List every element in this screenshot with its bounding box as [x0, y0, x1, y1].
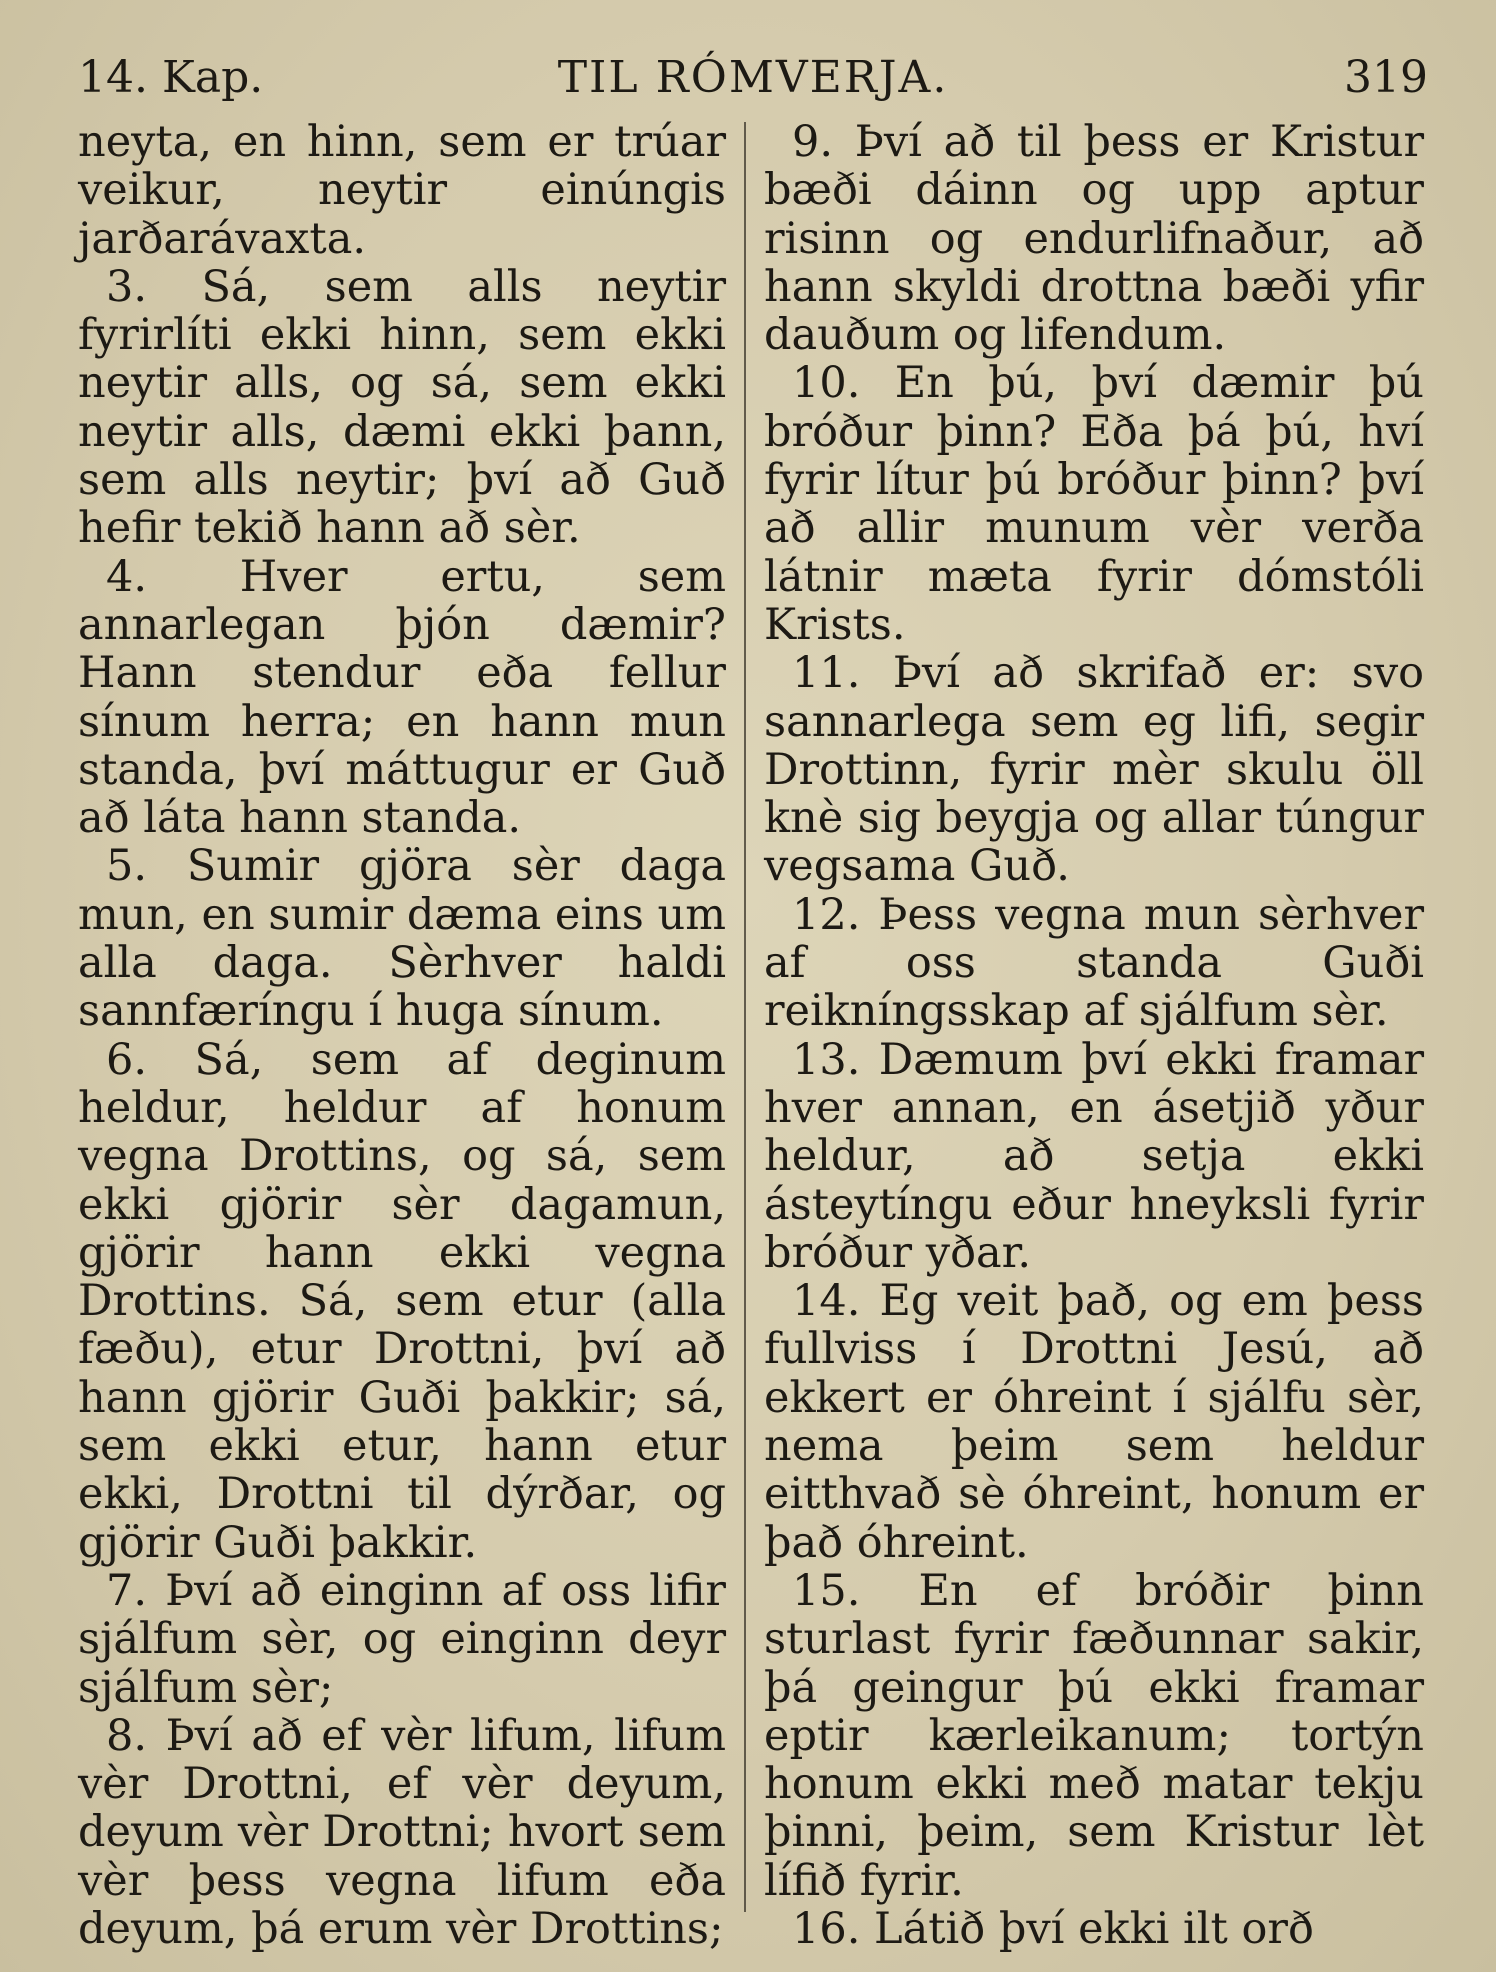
verse-paragraph: 15. En ef bróðir þinn sturlast fyrir fæðunnar sakir, þá geingur þú ekki framar eptir kærleikanum; tortýn honum ekki með matar tekju þinni, þeim, sem Kristur lèt lífið fyrir. [764, 1565, 1424, 1906]
verse-paragraph: neyta, en hinn, sem er trúar veikur, neytir einúngis jarðarávaxta. [78, 117, 726, 264]
running-title: TIL RÓMVERJA. [557, 52, 949, 103]
right-column [764, 118, 1424, 1953]
page-number: 319 [1344, 52, 1428, 103]
verse-paragraph: 10. En þú, því dæmir þú bróður þinn? Eða þá þú, hví fyrir lítur þú bróður þinn? því að allir munum vèr verða látnir mæta fyrir dómstóli Krists. [764, 358, 1424, 650]
verse-paragraph: 12. Þess vegna mun sèrhver af oss standa Guði reikníngsskap af sjálfum sèr. [764, 889, 1424, 1037]
verse-paragraph: 13. Dæmum því ekki framar hver annan, en ásetjið yður heldur, að setja ekki ásteytíngu eður hneyksli fyrir bróður yðar. [764, 1034, 1424, 1278]
column-divider [744, 122, 746, 1912]
left-column [78, 118, 726, 1953]
verse-paragraph: 5. Sumir gjöra sèr daga mun, en sumir dæma eins um alla daga. Sèrhver haldi sannfæríngu í huga sínum. [78, 841, 726, 1037]
verse-paragraph: 9. Því að til þess er Kristur bæði dáinn og upp aptur risinn og endurlifnaður, að hann skyldi drottna bæði yfir dauðum og lifendum. [764, 117, 1424, 361]
verse-paragraph: 3. Sá, sem alls neytir fyrirlíti ekki hinn, sem ekki neytir alls, og sá, sem ekki neytir alls, dæmi ekki þann, sem alls neytir; því að Guð hefir tekið hann að sèr. [78, 261, 726, 554]
running-header [78, 48, 1428, 108]
verse-paragraph: 4. Hver ertu, sem annarlegan þjón dæmir? Hann stendur eða fellur sínum herra; en hann mun standa, því máttugur er Guð að láta hann standa. [78, 551, 726, 844]
verse-paragraph: 16. Látið því ekki ilt orð [792, 1903, 1314, 1954]
verse-paragraph: 11. Því að skrifað er: svo sannarlega sem eg lifi, segir Drottinn, fyrir mèr skulu öll knè sig beygja og allar túngur vegsama Guð. [764, 648, 1424, 892]
verse-paragraph: 8. Því að ef vèr lifum, lifum vèr Drottni, ef vèr deyum, deyum vèr Drottni; hvort sem vèr þess vegna lifum eða deyum, þá erum vèr Drottins; [78, 1710, 726, 1954]
verse-paragraph: 14. Eg veit það, og em þess fullviss í Drottni Jesú, að ekkert er óhreint í sjálfu sèr, nema þeim sem heldur eitthvað sè óhreint, honum er það óhreint. [764, 1276, 1424, 1568]
verse-paragraph: 7. Því að einginn af oss lifir sjálfum sèr, og einginn deyr sjálfum sèr; [78, 1565, 726, 1713]
chapter-label: 14. Kap. [78, 52, 264, 103]
verse-paragraph: 6. Sá, sem af deginum heldur, heldur af honum vegna Drottins, og sá, sem ekki gjörir sèr dagamun, gjörir hann ekki vegna Drottins. Sá, sem etur (alla fæðu), etur Drottni, því að hann gjörir Guði þakkir; sá, sem ekki etur, hann etur ekki, Drottni til dýrðar, og gjörir Guði þakkir. [78, 1034, 726, 1568]
